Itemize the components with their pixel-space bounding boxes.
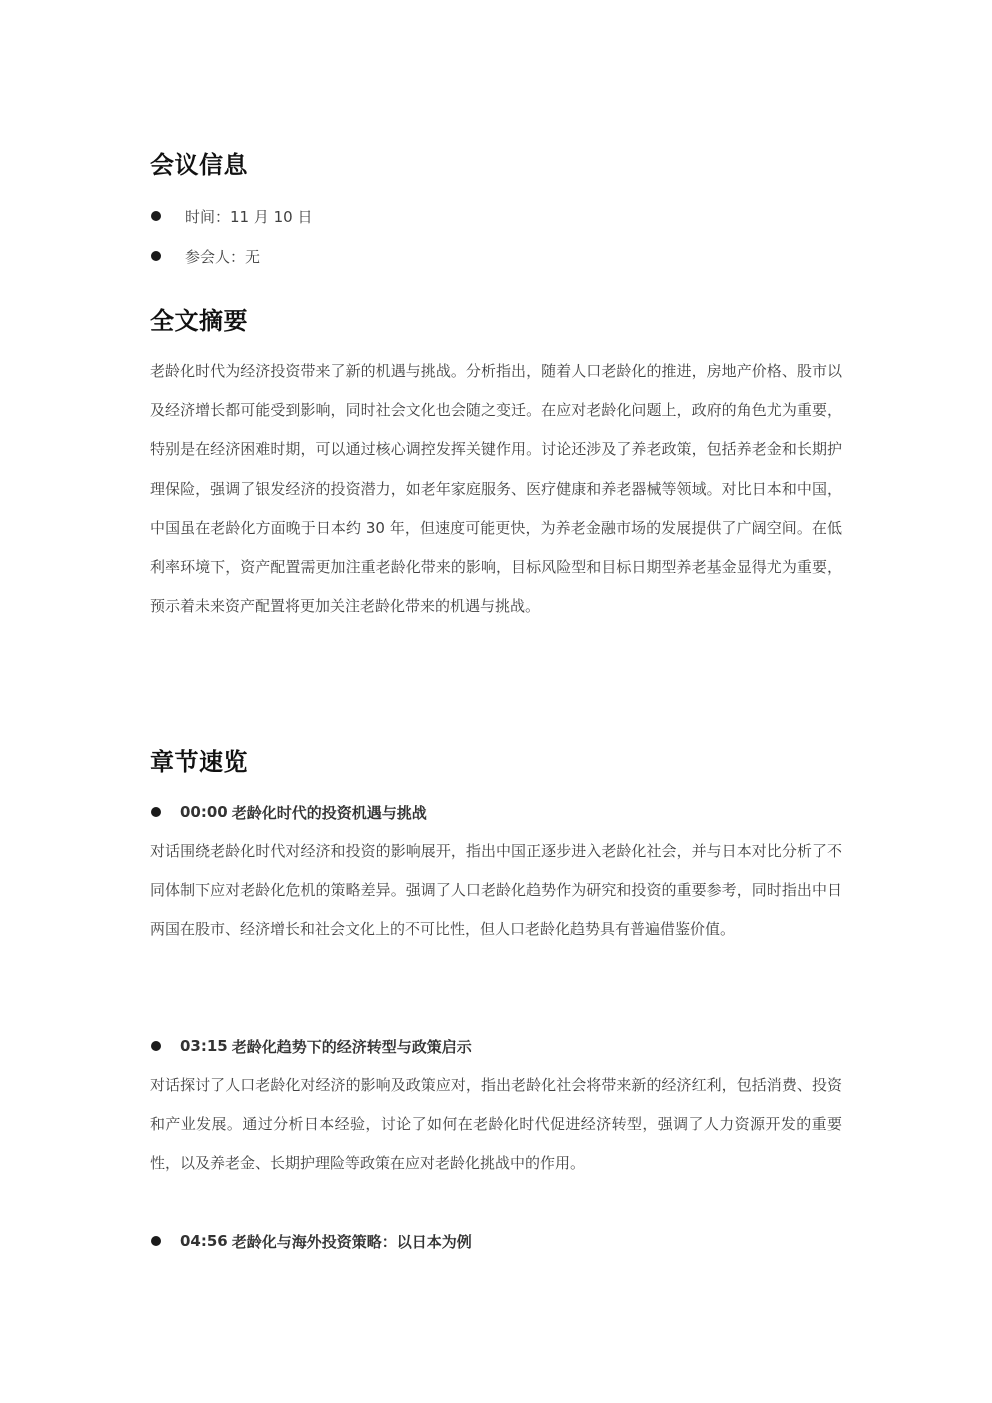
chapter-heading <box>150 1034 472 1058</box>
meeting-attendees-item <box>150 244 260 268</box>
meeting-info-title: 会议信息 <box>150 151 248 179</box>
meeting-time: 时间：11 月 10 日 <box>185 207 313 226</box>
chapter-heading <box>150 800 427 824</box>
chapter-text: 对话围绕老龄化时代对经济和投资的影响展开，指出中国正逐步进入老龄化社会，并与日本对比分析了不同体制下应对老龄化危机的策略差异。强调了人口老龄化趋势作为研究和投资的重要参考，同时指出中日两国在股市、经济增长和社会文化上的不可比性，但人口老龄化趋势具有普遍借鉴价值。 <box>150 842 842 939</box>
summary-text: 老龄化时代为经济投资带来了新的机遇与挑战。分析指出，随着人口老龄化的推进，房地产价格、股市以及经济增长都可能受到影响，同时社会文化也会随之变迁。在应对老龄化问题上，政府的角色尤为重要，特别是在经济困难时期，可以通过核心调控发挥关键作用。讨论还涉及了养老政策，包括养老金和长期护理保险，强调了银发经济的投资潜力，如老年家庭服务、医疗健康和养老器械等领域。对比日本和中国，中国虽在老龄化方面晚于日本约 30 年，但速度可能更快，为养老金融市场的发展提供了广阔空间。在低利率环境下，资产配置需更加注重老龄化带来的影响，目标风险型和目标日期型养老基金显得尤为重要，预示着未来资产配置将更加关注老龄化带来的机遇与挑战。 <box>150 362 842 616</box>
chapter-timestamp: 03:15 <box>180 1037 228 1055</box>
summary-title: 全文摘要 <box>150 307 248 335</box>
chapter-timestamp: 00:00 <box>180 803 228 821</box>
bullet-icon <box>151 211 161 221</box>
chapters-title: 章节速览 <box>150 748 248 776</box>
bullet-icon <box>151 1236 161 1246</box>
bullet-icon <box>151 1041 161 1051</box>
bullet-icon <box>151 251 161 261</box>
chapter-heading-text: 老龄化时代的投资机遇与挑战 <box>231 803 427 822</box>
bullet-icon <box>151 807 161 817</box>
meeting-time-item <box>150 204 312 228</box>
chapter-heading-text: 老龄化趋势下的经济转型与政策启示 <box>231 1037 472 1056</box>
chapter-timestamp: 04:56 <box>180 1232 228 1250</box>
meeting-attendees: 参会人：无 <box>185 247 261 266</box>
chapter-heading-text: 老龄化与海外投资策略：以日本为例 <box>231 1232 472 1251</box>
chapter-text: 对话探讨了人口老龄化对经济的影响及政策应对，指出老龄化社会将带来新的经济红利，包括消费、投资和产业发展。通过分析日本经验，讨论了如何在老龄化时代促进经济转型，强调了人力资源开发的重要性，以及养老金、长期护理险等政策在应对老龄化挑战中的作用。 <box>150 1076 842 1173</box>
chapter-heading <box>150 1229 472 1253</box>
